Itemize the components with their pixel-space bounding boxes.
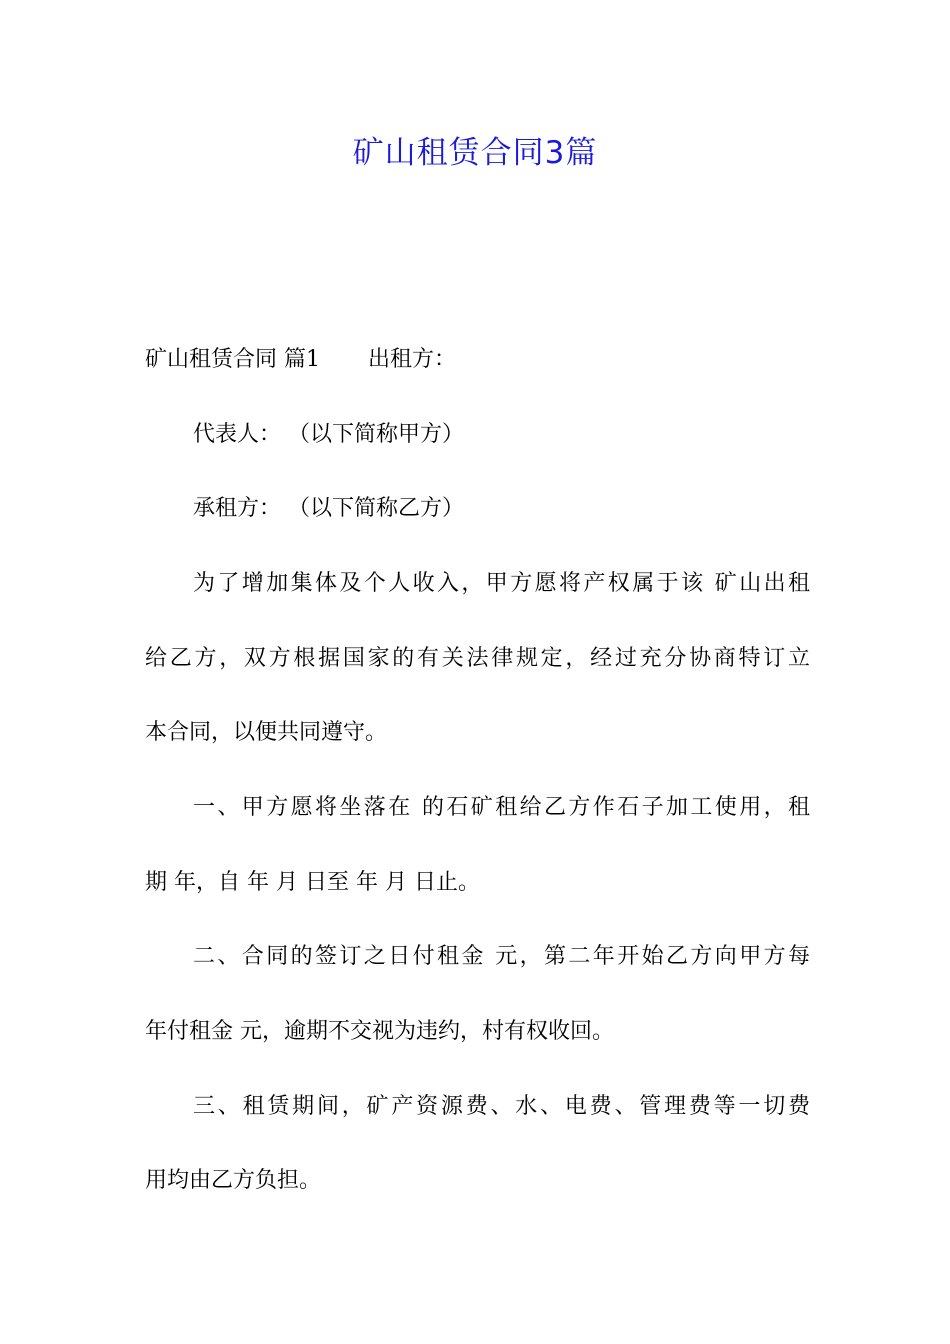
representative-line: 代表人： （以下简称甲方） bbox=[193, 422, 464, 447]
lessor-label: 出租方： bbox=[368, 347, 457, 372]
section-heading: 矿山租赁合同 篇1 bbox=[145, 347, 320, 372]
clause-1-line: 期 年，自 年 月 日至 年 月 日止。 bbox=[145, 870, 480, 895]
clause-3-line: 三、租赁期间，矿产资源费、水、电费、管理费等一切费 bbox=[193, 1094, 810, 1119]
document-title: 矿山租赁合同3篇 bbox=[352, 135, 598, 171]
lessee-line: 承租方： （以下简称乙方） bbox=[193, 496, 464, 521]
clause-3-line: 用均由乙方负担。 bbox=[145, 1168, 322, 1193]
clause-2-line: 二、合同的签订之日付租金 元，第二年开始乙方向甲方每 bbox=[193, 944, 810, 969]
paragraph-line: 给乙方，双方根据国家的有关法律规定，经过充分协商特订立 bbox=[145, 646, 810, 671]
paragraph-line: 为了增加集体及个人收入，甲方愿将产权属于该 矿山出租 bbox=[193, 571, 810, 596]
clause-2-line: 年付租金 元，逾期不交视为违约，村有权收回。 bbox=[145, 1019, 614, 1044]
paragraph-line: 本合同，以便共同遵守。 bbox=[145, 720, 388, 745]
clause-1-line: 一、甲方愿将坐落在 的石矿租给乙方作石子加工使用，租 bbox=[193, 795, 810, 820]
section-heading-line bbox=[145, 345, 810, 375]
